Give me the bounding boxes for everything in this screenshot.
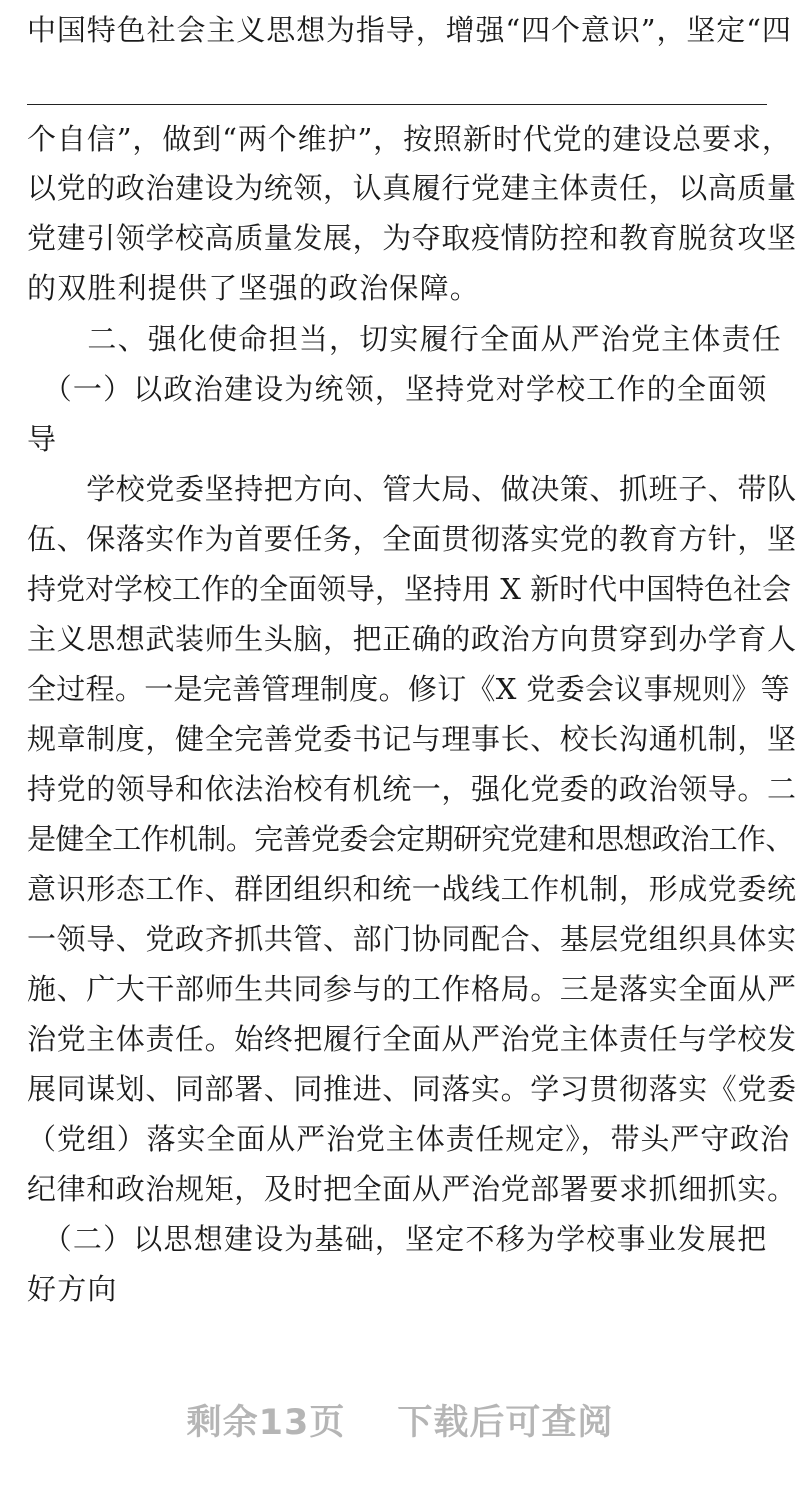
body-line: 的双胜利提供了坚强的政治保障。: [27, 271, 481, 305]
body-line: 治党主体责任。始终把履行全面从严治党主体责任与学校发: [27, 1022, 797, 1056]
body-line: 个自信”，做到“两个维护”，按照新时代党的建设总要求，: [27, 122, 792, 156]
body-line: 纪律和政治规矩，及时把全面从严治党部署要求抓细抓实。: [27, 1172, 797, 1206]
section-heading: 二、强化使命担当，切实履行全面从严治党主体责任: [27, 322, 783, 356]
body-line: 学校党委坚持把方向、管大局、做决策、抓班子、带队: [27, 472, 797, 506]
body-line: 以党的政治建设为统领，认真履行党建主体责任，以高质量: [27, 171, 797, 205]
subsection-heading: （一）以政治建设为统领，坚持党对学校工作的全面领: [27, 372, 768, 406]
body-line: 全过程。一是完善管理制度。修订《X 党委会议事规则》等: [27, 672, 790, 706]
body-line: 持党对学校工作的全面领导，坚持用 X 新时代中国特色社会: [27, 572, 792, 606]
subsection-heading-cont: 导: [27, 422, 58, 456]
body-line: （党组）落实全面从严治党主体责任规定》，带头严守政治: [27, 1122, 790, 1156]
download-hint-label: 下载后可查阅: [397, 1403, 614, 1443]
download-prompt-banner[interactable]: [0, 1395, 800, 1445]
body-line: 持党的领导和依法治校有机统一，强化党委的政治领导。二: [27, 772, 797, 806]
body-line: 主义思想武装师生头脑，把正确的政治方向贯穿到办学育人: [27, 622, 797, 656]
remaining-pages-label: 剩余13页: [186, 1403, 346, 1443]
body-line: 规章制度，健全完善党委书记与理事长、校长沟通机制，坚: [27, 722, 797, 756]
body-line: 施、广大干部师生共同参与的工作格局。三是落实全面从严: [27, 972, 797, 1006]
body-line: 一领导、党政齐抓共管、部门协同配合、基层党组织具体实: [27, 922, 797, 956]
body-line: 意识形态工作、群团组织和统一战线工作机制，形成党委统: [27, 872, 797, 906]
body-line: 是健全工作机制。完善党委会定期研究党建和思想政治工作、: [27, 822, 794, 856]
body-line: 伍、保落实作为首要任务，全面贯彻落实党的教育方针，坚: [27, 522, 797, 556]
page-break-divider: [27, 104, 767, 105]
body-line: 展同谋划、同部署、同推进、同落实。学习贯彻落实《党委: [27, 1072, 797, 1106]
body-line: 党建引领学校高质量发展，为夺取疫情防控和教育脱贫攻坚: [27, 221, 797, 255]
header-fragment-line: 中国特色社会主义思想为指导，增强“四个意识”，坚定“四: [27, 13, 792, 47]
subsection-heading-cont: 好方向: [27, 1272, 118, 1306]
subsection-heading: （二）以思想建设为基础，坚定不移为学校事业发展把: [27, 1222, 768, 1256]
